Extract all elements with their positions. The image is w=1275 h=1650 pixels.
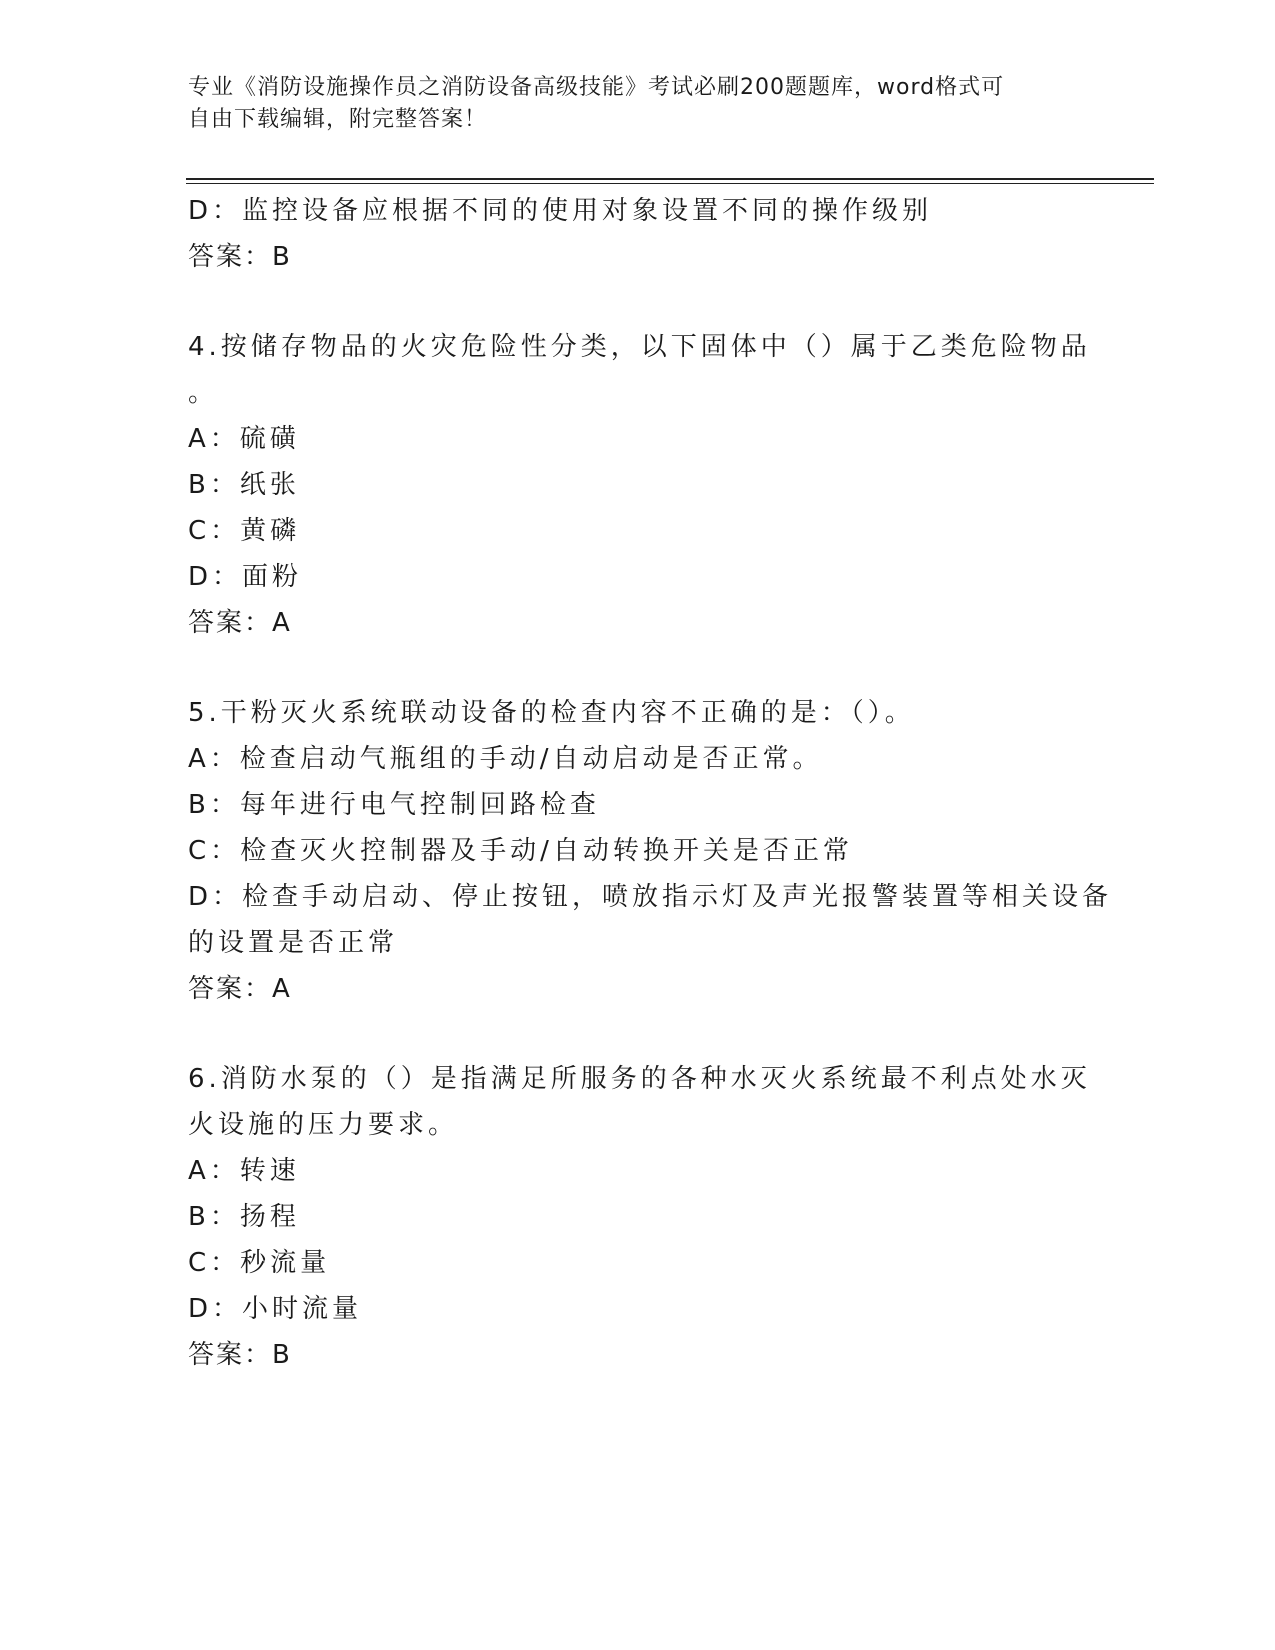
question-list xyxy=(188,188,1113,1378)
header-title-line-1: 专业《消防设施操作员之消防设备高级技能》考试必刷200题题库，word格式可 xyxy=(188,75,1005,100)
header-divider-thin xyxy=(186,183,1154,184)
question-5-option-b: B：每年进行电气控制回路检查 xyxy=(188,790,600,820)
document-header xyxy=(188,72,1068,136)
question-5-option-c: C：检查灭火控制器及手动/自动转换开关是否正常 xyxy=(188,836,853,866)
question-3-answer: 答案：B xyxy=(188,242,292,272)
spacer xyxy=(188,280,1088,324)
question-5 xyxy=(188,690,1113,1012)
header-divider-thick xyxy=(186,178,1154,180)
question-3-tail xyxy=(188,188,1088,280)
question-6-option-b: B：扬程 xyxy=(188,1202,300,1232)
spacer xyxy=(188,646,1088,690)
question-5-stem: 5.干粉灭火系统联动设备的检查内容不正确的是：（）。 xyxy=(188,698,915,728)
question-6-option-d: D：小时流量 xyxy=(188,1294,363,1324)
question-6-option-c: C：秒流量 xyxy=(188,1248,331,1278)
question-6-stem-line-1: 6.消防水泵的（）是指满足所服务的各种水灭火系统最不利点处水灭 xyxy=(188,1064,1091,1094)
question-6-stem-line-2: 火设施的压力要求。 xyxy=(188,1110,459,1140)
question-4-option-c: C：黄磷 xyxy=(188,516,301,546)
question-5-option-d-line-1: D：检查手动启动、停止按钮，喷放指示灯及声光报警装置等相关设备 xyxy=(188,882,1113,912)
question-4-stem-line-1: 4.按储存物品的火灾危险性分类，以下固体中（）属于乙类危险物品 xyxy=(188,332,1091,362)
question-6 xyxy=(188,1056,1091,1378)
question-4-answer: 答案：A xyxy=(188,608,292,638)
question-4-stem-line-2: 。 xyxy=(188,378,219,408)
question-3-option-d: D：监控设备应根据不同的使用对象设置不同的操作级别 xyxy=(188,196,933,226)
question-4-option-a: A：硫磺 xyxy=(188,424,300,454)
question-4-option-d: D：面粉 xyxy=(188,562,303,592)
question-5-answer: 答案：A xyxy=(188,974,292,1004)
header-title-line-2: 自由下载编辑，附完整答案！ xyxy=(188,107,488,132)
spacer xyxy=(188,1012,1088,1056)
question-4 xyxy=(188,324,1091,646)
question-5-option-a: A：检查启动气瓶组的手动/自动启动是否正常。 xyxy=(188,744,823,774)
question-4-option-b: B：纸张 xyxy=(188,470,300,500)
question-6-answer: 答案：B xyxy=(188,1340,292,1370)
question-6-option-a: A：转速 xyxy=(188,1156,300,1186)
question-5-option-d-line-2: 的设置是否正常 xyxy=(188,928,399,958)
